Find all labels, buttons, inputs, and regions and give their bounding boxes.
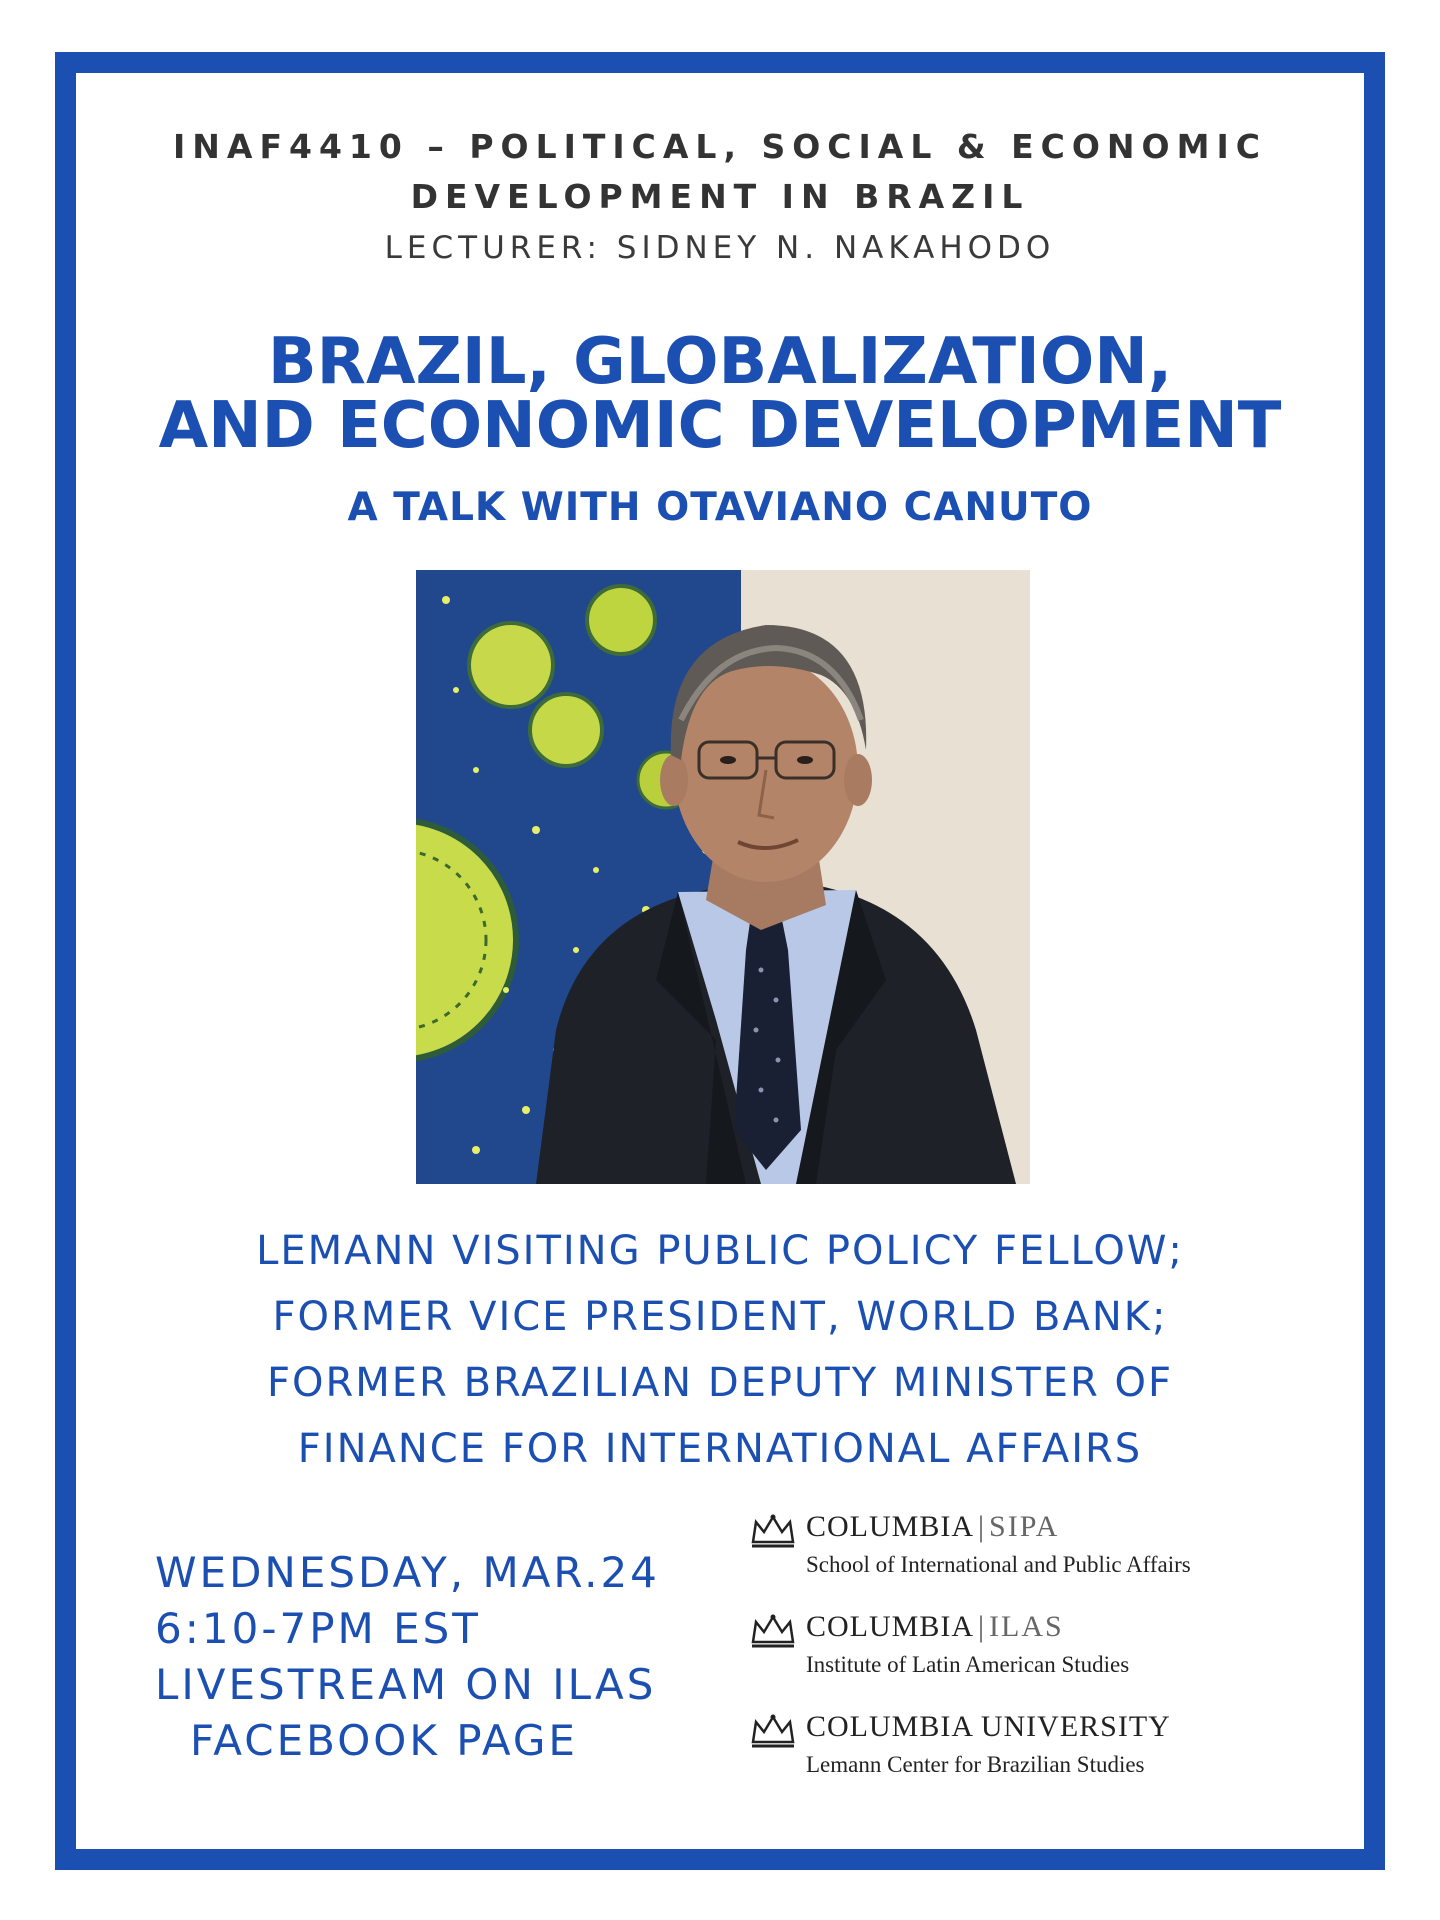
talk-title-line-2: AND ECONOMIC DEVELOPMENT: [158, 389, 1282, 463]
logo-name-text: COLUMBIA: [806, 1510, 975, 1543]
event-location-line-2: FACEBOOK PAGE: [190, 1716, 578, 1765]
logo-description: Institute of Latin American Studies: [806, 1652, 1130, 1677]
event-location-line-1: LIVESTREAM ON ILAS: [155, 1660, 657, 1709]
talk-subtitle: A TALK WITH OTAVIANO CANUTO: [347, 485, 1093, 530]
sponsor-logos: [750, 1510, 1310, 1810]
lecturer-line: LECTURER: SIDNEY N. NAKAHODO: [384, 230, 1056, 266]
logo-separator: |: [978, 1610, 986, 1643]
event-details: [155, 1545, 660, 1769]
event-date: WEDNESDAY, MAR.24: [155, 1548, 660, 1597]
logo-name-text: COLUMBIA: [806, 1610, 975, 1643]
course-line-2: DEVELOPMENT IN BRAZIL: [410, 177, 1030, 216]
logo-columbia-sipa: [750, 1510, 1310, 1610]
logo-columbia-lemann: [750, 1710, 1310, 1810]
logo-description: Lemann Center for Brazilian Studies: [806, 1752, 1145, 1777]
logo-unit: SIPA: [989, 1510, 1060, 1543]
bio-line-3: FORMER BRAZILIAN DEPUTY MINISTER OF: [266, 1360, 1173, 1406]
speaker-photo: [416, 570, 1030, 1184]
logo-separator: |: [978, 1510, 986, 1543]
crown-icon: [750, 1614, 796, 1648]
logo-unit: ILAS: [989, 1610, 1064, 1643]
logo-name: [806, 1510, 1059, 1544]
talk-title: [0, 325, 1440, 463]
bio-line-1: LEMANN VISITING PUBLIC POLICY FELLOW;: [256, 1228, 1184, 1274]
logo-columbia-ilas: [750, 1610, 1310, 1710]
logo-description: School of International and Public Affairs: [806, 1552, 1191, 1577]
logo-name: [806, 1710, 1171, 1744]
logo-name-text: COLUMBIA UNIVERSITY: [806, 1710, 1171, 1743]
crown-icon: [750, 1714, 796, 1748]
logo-name: [806, 1610, 1064, 1644]
event-time: 6:10-7PM EST: [155, 1604, 481, 1653]
speaker-bio: [0, 1218, 1440, 1482]
crown-icon: [750, 1514, 796, 1548]
course-line-1: INAF4410 – POLITICAL, SOCIAL & ECONOMIC: [173, 127, 1267, 166]
course-heading: [0, 122, 1440, 222]
talk-title-line-1: BRAZIL, GLOBALIZATION,: [267, 325, 1173, 399]
bio-line-2: FORMER VICE PRESIDENT, WORLD BANK;: [272, 1294, 1168, 1340]
speaker-portrait-illustration: [416, 570, 1030, 1184]
bio-line-4: FINANCE FOR INTERNATIONAL AFFAIRS: [297, 1426, 1143, 1472]
